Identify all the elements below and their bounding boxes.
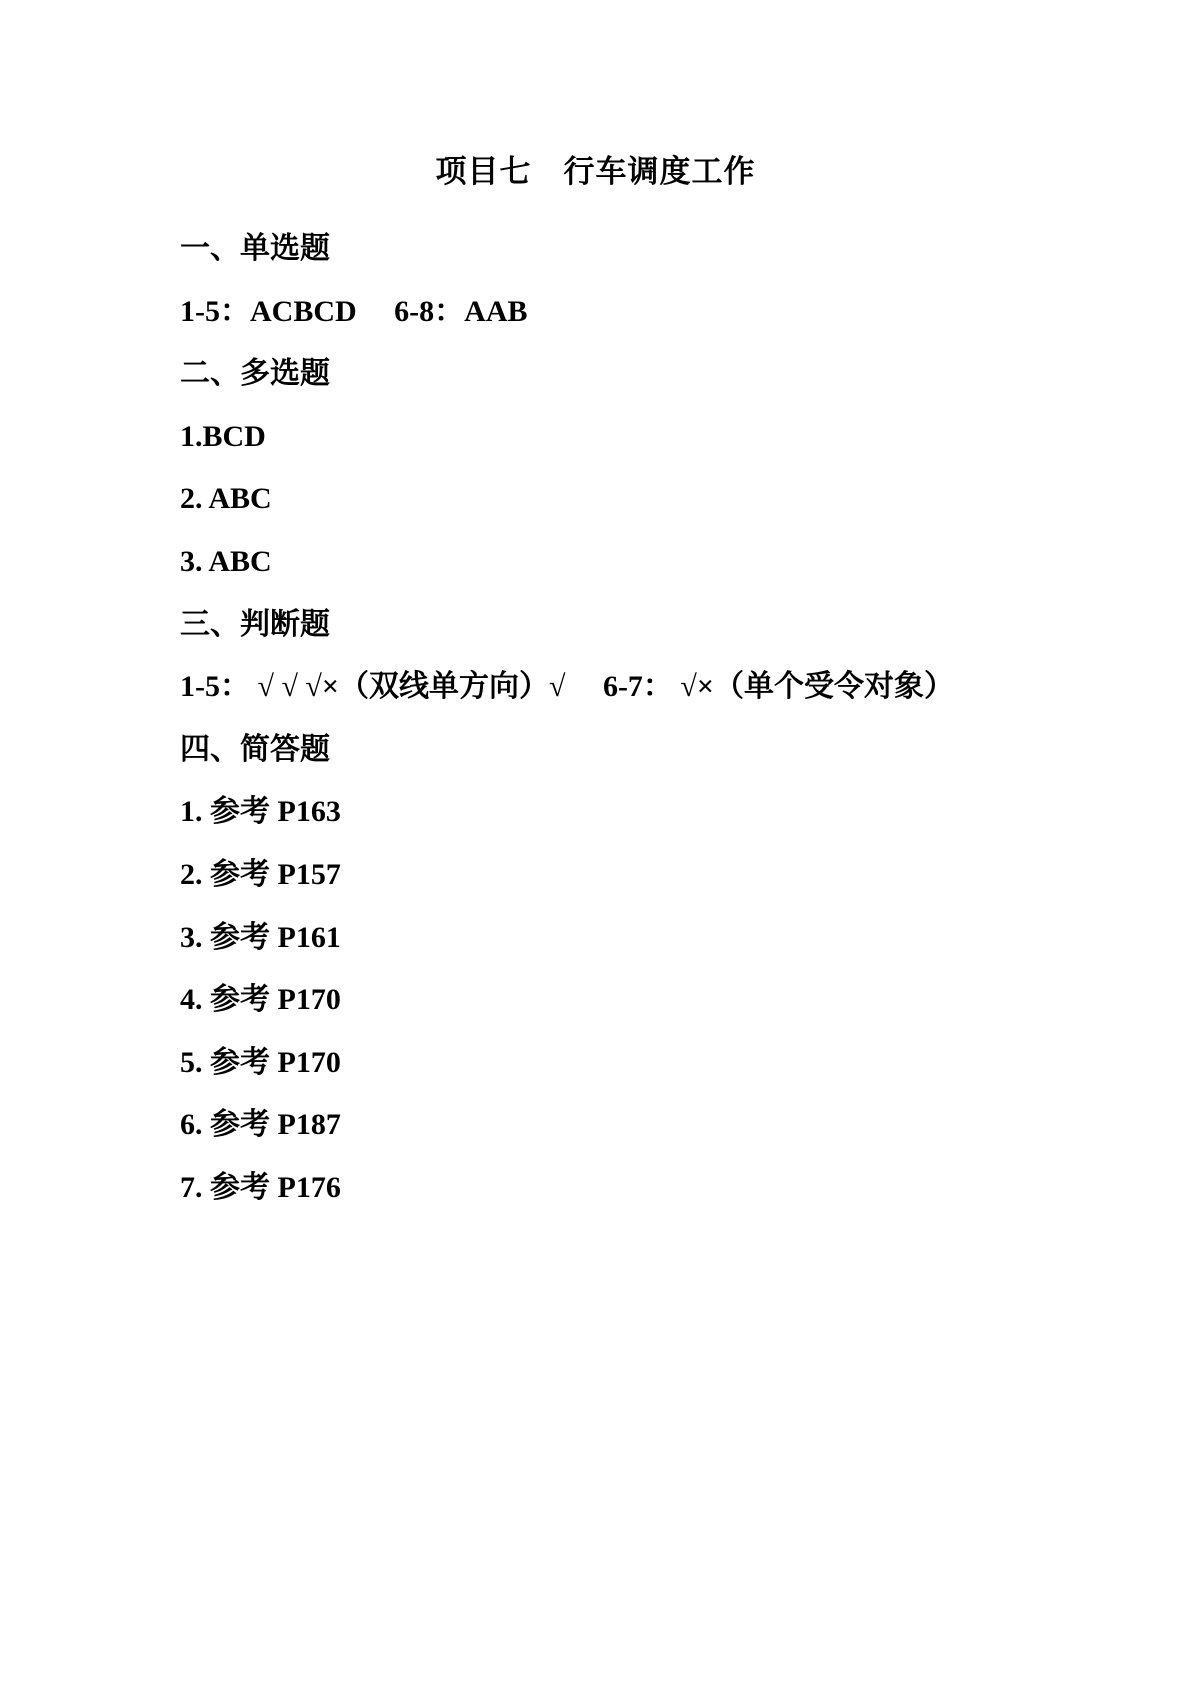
section-heading: 三、判断题 xyxy=(180,606,330,642)
document-body xyxy=(180,218,1020,1220)
answer-line: 1-5：ACBCD 6-8：AAB xyxy=(180,294,528,328)
answer-line: 1-5： √ √ √×（双线单方向）√ 6-7： √×（单个受令对象） xyxy=(180,670,954,704)
answer-line: 6. 参考 P187 xyxy=(180,1108,341,1142)
section-heading: 一、单选题 xyxy=(180,231,330,266)
answer-line: 5. 参考 P170 xyxy=(180,1045,341,1079)
answer-line: 7. 参考 P176 xyxy=(180,1170,341,1204)
answer-line: 2. ABC xyxy=(180,482,272,516)
answer-line: 3. ABC xyxy=(180,544,272,578)
section-multiple-choice xyxy=(180,343,1020,593)
answer-line: 2. 参考 P157 xyxy=(180,857,341,891)
section-single-choice xyxy=(180,218,1020,343)
section-heading: 四、简答题 xyxy=(180,731,330,767)
section-short-answer xyxy=(180,719,1020,1220)
document-title: 项目七 行车调度工作 xyxy=(435,154,756,190)
answer-line: 1. 参考 P163 xyxy=(180,795,341,829)
section-heading: 二、多选题 xyxy=(180,356,330,392)
answer-line: 4. 参考 P170 xyxy=(180,983,341,1017)
answer-line: 1.BCD xyxy=(180,419,266,453)
answer-line: 3. 参考 P161 xyxy=(180,920,341,954)
section-true-false xyxy=(180,594,1020,719)
